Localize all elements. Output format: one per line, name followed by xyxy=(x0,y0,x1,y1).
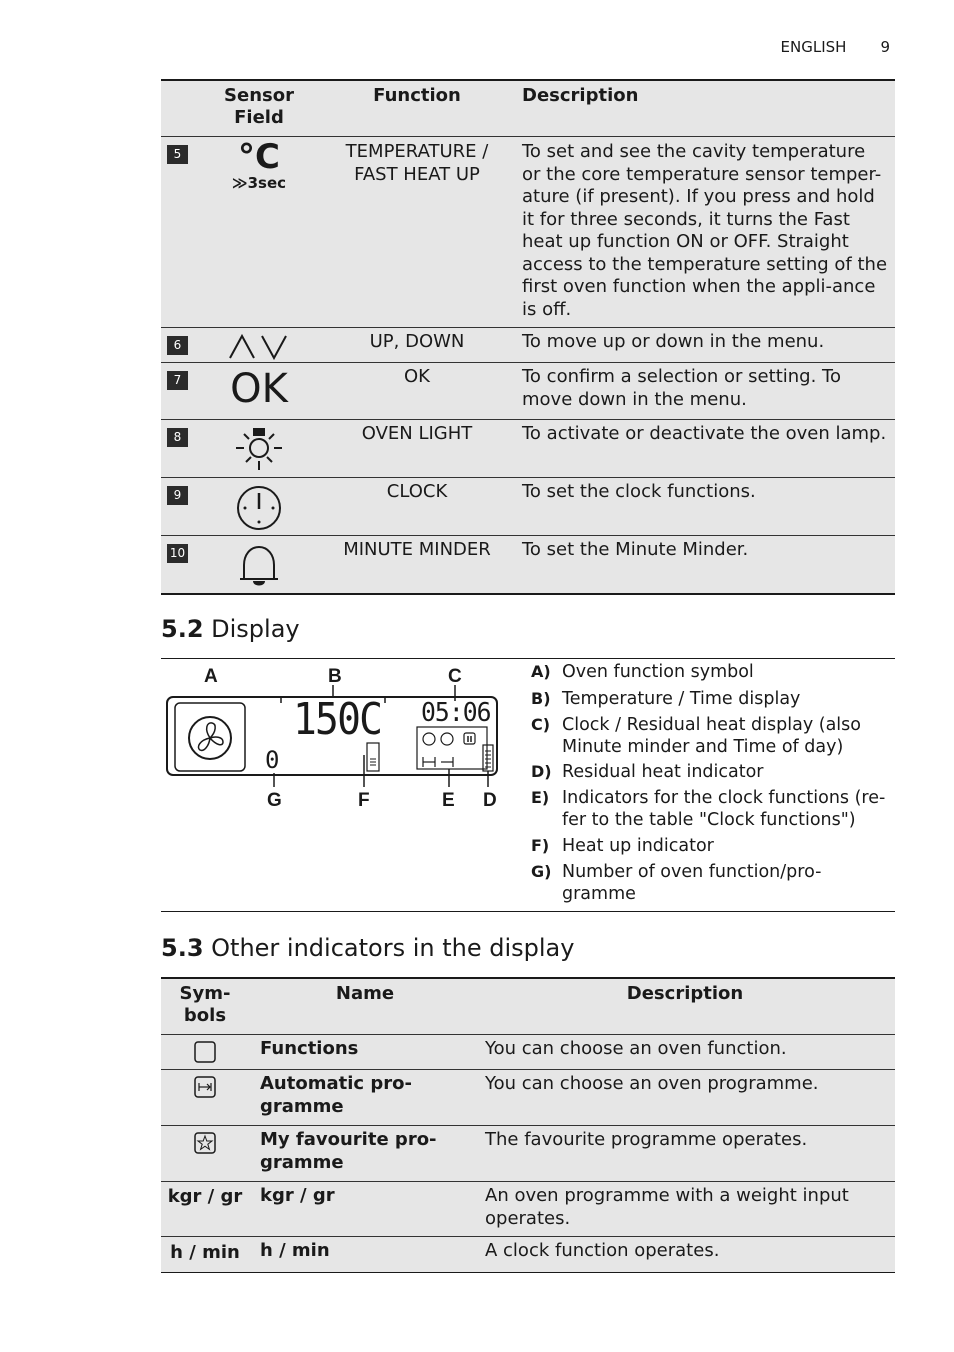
function-description: To activate or deactivate the oven lamp. xyxy=(522,423,887,444)
function-name: MINUTE MINDER xyxy=(343,539,491,560)
row-number: 9 xyxy=(167,486,188,505)
time-symbol: h / min xyxy=(170,1242,240,1263)
temperature-symbol-text: °C xyxy=(238,137,280,177)
table-row xyxy=(161,420,895,478)
function-description: To set the clock functions. xyxy=(522,481,756,502)
indicator-description: You can choose an oven function. xyxy=(485,1038,787,1059)
label-f: F xyxy=(358,790,370,811)
indicator-description: A clock function operates. xyxy=(485,1240,720,1261)
indicator-name: Functions xyxy=(260,1038,359,1059)
up-down-icon xyxy=(223,332,295,364)
oven-light-icon xyxy=(223,426,295,476)
fast-heat-symbol-text: ≫3sec xyxy=(231,174,287,192)
bell-icon xyxy=(223,543,295,593)
indicator-name: My favourite pro-gramme xyxy=(260,1129,437,1173)
table-row xyxy=(161,328,895,363)
page-number: 9 xyxy=(880,38,890,56)
legend-text: Indicators for the clock functions (re-fer to the table "Clock functions") xyxy=(562,788,886,830)
table-header-row xyxy=(161,979,895,1035)
legend-key: G) xyxy=(531,862,552,881)
legend-text: Clock / Residual heat display (also Minute minder and Time of day) xyxy=(562,715,861,757)
function-name: UP, DOWN xyxy=(369,331,465,352)
col-header-description: Description xyxy=(522,85,639,106)
col-header-function: Function xyxy=(373,85,461,106)
section-title: Other indicators in the display xyxy=(211,934,575,962)
function-description: To move up or down in the menu. xyxy=(522,331,825,352)
indicator-name: kgr / gr xyxy=(260,1185,335,1206)
indicator-description: You can choose an oven programme. xyxy=(485,1073,819,1094)
table-row xyxy=(161,536,895,593)
other-indicators-table xyxy=(161,977,895,1273)
function-name: OVEN LIGHT xyxy=(361,423,473,444)
table-row xyxy=(161,1182,895,1237)
section-heading-other-indicators xyxy=(161,934,574,962)
label-b: B xyxy=(328,666,342,687)
label-e: E xyxy=(442,790,455,811)
function-name: OK xyxy=(404,366,430,387)
label-a: A xyxy=(204,666,218,687)
display-section xyxy=(161,658,895,912)
table-row xyxy=(161,1070,895,1126)
temperature-readout: 150C xyxy=(293,694,382,745)
row-number: 10 xyxy=(167,544,188,563)
table-row xyxy=(161,478,895,536)
weight-symbol: kgr / gr xyxy=(167,1186,243,1207)
time-readout: 05:06 xyxy=(421,698,491,728)
section-heading-display xyxy=(161,615,300,643)
row-number: 6 xyxy=(167,336,188,355)
function-name: TEMPERATURE / FAST HEAT UP xyxy=(345,141,489,185)
display-diagram xyxy=(161,659,511,819)
legend-key: A) xyxy=(531,662,551,681)
table-header-row xyxy=(161,81,895,137)
table-row xyxy=(161,1126,895,1182)
section-number: 5.3 xyxy=(161,934,204,962)
section-number: 5.2 xyxy=(161,615,204,643)
function-number-readout: 0 xyxy=(265,746,280,774)
label-g: G xyxy=(267,790,282,811)
col-header-symbols: Sym-bols xyxy=(179,983,231,1026)
legend-key: D) xyxy=(531,762,552,781)
indicator-description: An oven programme with a weight input operates. xyxy=(485,1185,849,1229)
legend-text: Residual heat indicator xyxy=(562,762,764,782)
clock-icon xyxy=(223,485,295,535)
ok-icon: OK xyxy=(230,366,288,412)
table-row xyxy=(161,363,895,420)
legend-text: Temperature / Time display xyxy=(562,689,801,709)
table-row xyxy=(161,1035,895,1070)
section-title: Display xyxy=(211,615,300,643)
indicator-description: The favourite programme operates. xyxy=(485,1129,808,1150)
col-header-sensor-field: Sensor Field xyxy=(224,85,294,128)
legend-key: B) xyxy=(531,689,551,708)
favourite-star-icon xyxy=(161,1132,249,1158)
temperature-icon xyxy=(223,139,295,191)
label-c: C xyxy=(448,666,462,687)
indicator-name: Automatic pro-gramme xyxy=(260,1073,412,1117)
label-d: D xyxy=(483,790,497,811)
sensor-field-table xyxy=(161,79,895,595)
function-description: To confirm a selection or setting. To move down in the menu. xyxy=(522,366,841,410)
col-header-description: Description xyxy=(626,983,744,1004)
legend-text: Oven function symbol xyxy=(562,662,754,682)
function-description: To set and see the cavity temperature or the core temperature sensor temper-ature (if present). If you press and hold it for three seconds, it turns the Fast heat up function ON or OFF. Straight access to the temperature setting of the first oven function when the appli-ance is off. xyxy=(522,141,888,320)
legend-key: F) xyxy=(531,836,550,855)
legend-key: C) xyxy=(531,715,551,734)
table-row xyxy=(161,137,895,328)
function-name: CLOCK xyxy=(386,481,448,502)
table-row xyxy=(161,1237,895,1272)
language-label: ENGLISH xyxy=(780,38,847,56)
row-number: 8 xyxy=(167,428,188,447)
indicator-name: h / min xyxy=(260,1240,330,1261)
row-number: 7 xyxy=(167,371,188,390)
automatic-programme-icon xyxy=(161,1076,249,1102)
functions-square-icon xyxy=(161,1041,249,1067)
legend-text: Heat up indicator xyxy=(562,836,714,856)
legend-text: Number of oven function/pro-gramme xyxy=(562,862,822,904)
legend-key: E) xyxy=(531,788,550,807)
page-header xyxy=(747,38,890,56)
col-header-name: Name xyxy=(335,983,395,1004)
row-number: 5 xyxy=(167,145,188,164)
function-description: To set the Minute Minder. xyxy=(522,539,749,560)
